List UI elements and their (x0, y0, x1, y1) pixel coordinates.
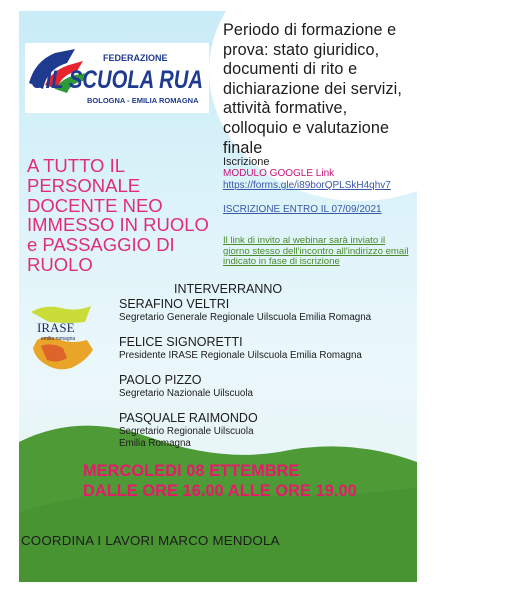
speaker-role: Segretario Generale Regionale Uilscuola Emilia Romagna (119, 312, 372, 323)
registration-deadline: ISCRIZIONE ENTRO IL 07/09/2021 (223, 204, 382, 215)
irase-logo (27, 300, 99, 376)
event-time: DALLE ORE 16.00 ALLE ORE 19.00 (83, 482, 357, 500)
uil-scuola-logo (25, 43, 209, 113)
event-date: MERCOLEDI 08 ETTEMBRE (83, 462, 300, 480)
speaker-signoretti (119, 335, 362, 362)
speaker-name: PAOLO PIZZO (119, 373, 202, 387)
irase-map-icon (27, 300, 99, 376)
irase-sub: emilia romagna (41, 336, 76, 342)
event-topic: Periodo di formazione e prova: stato giuridico, documenti di rito e dichiarazione dei servizi, attività formative, colloquio e valutazione finale (223, 21, 402, 157)
speaker-role: Segretario Regionale Uilscuola (119, 426, 254, 437)
speaker-raimondo (119, 411, 258, 449)
logo-region: BOLOGNA - EMILIA ROMAGNA (87, 96, 199, 105)
coordinator-line: COORDINA I LAVORI MARCO MENDOLA (21, 533, 280, 548)
speaker-name: FELICE SIGNORETTI (119, 335, 243, 349)
audience-headline: A TUTTO IL PERSONALE DOCENTE NEO IMMESSO IN RUOLO e PASSAGGIO DI RUOLO (27, 155, 209, 275)
iscrizione-label: Iscrizione (223, 156, 270, 168)
google-form-link[interactable]: https://forms.gle/i89borQPLSkH4qhv7 (223, 180, 391, 191)
webinar-invite-note: Il link di invito al webinar sarà inviato il giorno stesso dell'incontro all'indirizzo email indicato in fase di iscrizione (223, 235, 409, 268)
logo-emblem-icon (25, 43, 209, 113)
interverranno-heading: INTERVERRANNO (174, 282, 283, 296)
logo-name: UIL SCUOLA RUA (31, 66, 203, 94)
speaker-veltri (119, 297, 371, 324)
speaker-role: Segretario Nazionale Uilscuola (119, 388, 253, 399)
speaker-name: PASQUALE RAIMONDO (119, 411, 258, 425)
speaker-role: Presidente IRASE Regionale Uilscuola Emilia Romagna (119, 350, 362, 361)
poster (19, 11, 417, 582)
google-form-label: MODULO GOOGLE Link (223, 168, 335, 179)
irase-name: IRASE (37, 320, 75, 335)
speaker-role-line2: Emilia Romagna (119, 437, 191, 449)
logo-federazione: FEDERAZIONE (103, 53, 168, 63)
speaker-name: SERAFINO VELTRI (119, 297, 230, 311)
